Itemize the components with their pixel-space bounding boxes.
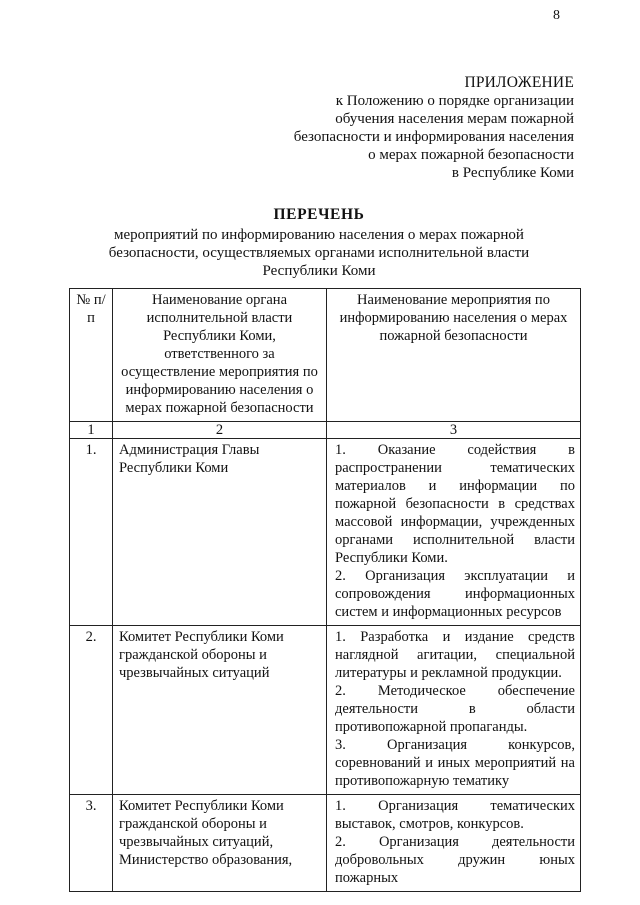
row-number: 3. <box>70 795 113 892</box>
appendix-heading: ПРИЛОЖЕНИЕ <box>464 74 574 91</box>
column-number-row <box>70 422 581 439</box>
row-number: 2. <box>70 626 113 795</box>
row-number: 1. <box>70 439 113 626</box>
appendix-line: в Республике Коми <box>451 165 574 181</box>
row-activities <box>327 626 581 795</box>
title-line: мероприятий по информированию населения о мерах пожарной <box>114 227 524 243</box>
appendix-line: безопасности и информирования населения <box>293 129 574 145</box>
header-activity: Наименование мероприятия по информированию населения о мерах пожарной безопасности <box>327 289 581 422</box>
row-activities <box>327 439 581 626</box>
table-row <box>70 626 581 795</box>
title-line: безопасности, осуществляемых органами исполнительной власти <box>108 245 530 261</box>
measures-table <box>69 288 581 892</box>
appendix-line: обучения населения мерам пожарной <box>335 111 574 127</box>
appendix-line: о мерах пожарной безопасности <box>368 147 574 163</box>
table-header-row <box>70 289 581 422</box>
document-title: ПЕРЕЧЕНЬ <box>273 206 365 223</box>
page-number: 8 <box>553 8 560 23</box>
row-activities <box>327 795 581 892</box>
activity-item: 3. Организация конкурсов, соревнований и иных мероприятий на противопожарную тематику <box>335 737 575 789</box>
column-number: 3 <box>327 422 581 439</box>
row-organization: Комитет Республики Коми гражданской обороны и чрезвычайных ситуаций, Министерство образования, <box>113 795 327 892</box>
row-organization: Комитет Республики Коми гражданской обороны и чрезвычайных ситуаций <box>113 626 327 795</box>
activity-item: 2. Организация эксплуатации и сопровождения информационных систем и информационных ресурсов <box>335 568 575 620</box>
column-number: 1 <box>70 422 113 439</box>
header-organization: Наименование органа исполнительной власти Республики Коми, ответственного за осуществление мероприятия по информированию населения о мерах пожарной безопасности <box>113 289 327 422</box>
activity-item: 2. Методическое обеспечение деятельности в области противопожарной пропаганды. <box>335 683 575 735</box>
table-row <box>70 439 581 626</box>
activity-item: 1. Оказание содействия в распространении тематических материалов и информации по пожарной безопасности в средствах массовой информации, учрежденных органами исполнительной власти Республики Коми. <box>335 442 575 566</box>
column-number: 2 <box>113 422 327 439</box>
appendix-line: к Положению о порядке организации <box>335 93 574 109</box>
activity-item: 1. Организация тематических выставок, смотров, конкурсов. <box>335 798 575 832</box>
activity-item: 1. Разработка и издание средств наглядной агитации, специальной литературы и рекламной продукции. <box>335 629 575 681</box>
title-line: Республики Коми <box>262 263 376 279</box>
header-number: № п/п <box>70 289 113 422</box>
row-organization: Администрация Главы Республики Коми <box>113 439 327 626</box>
table-row <box>70 795 581 892</box>
activity-item: 2. Организация деятельности добровольных дружин юных пожарных <box>335 834 575 886</box>
